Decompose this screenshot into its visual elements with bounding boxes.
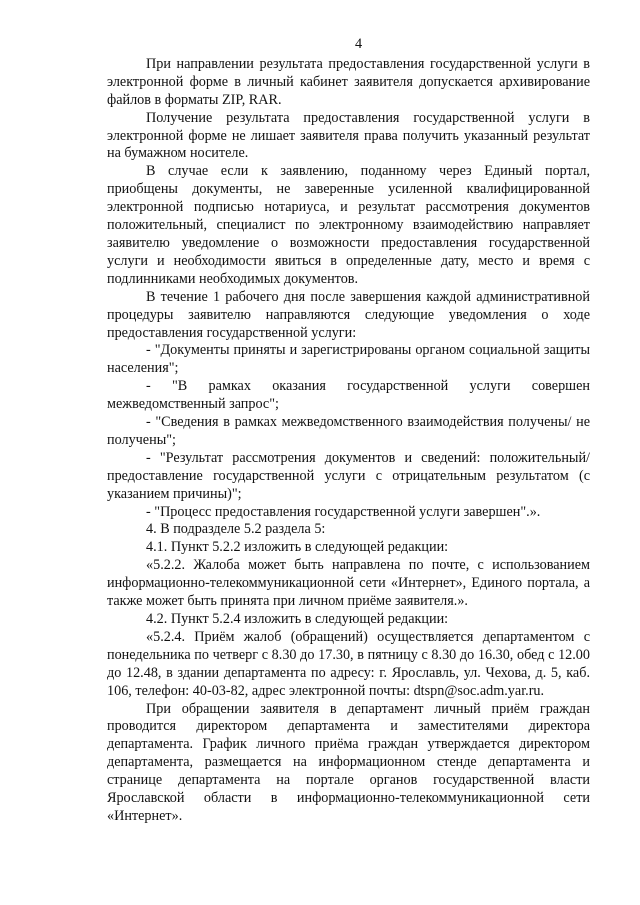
paragraph-unsigned-documents: В случае если к заявлению, поданному через Единый портал, приобщены документы, не заверенные усиленной квалифицированной электронной подписью нотариуса, и результат рассмотрения документов положительный, специалист по электронному взаимодействию направляет заявителю уведомление о возможности предоставления государственной услуги и необходимости явиться в определенные дату, место и время с подлинниками необходимых документов. [107,163,590,287]
list-item-review-result: - "Результат рассмотрения документов и сведений: положительный/ предоставление государственной услуги с отрицательным результатом (с указанием причины)"; [107,449,590,502]
page-number: 4 [354,36,363,52]
paragraph-personal-reception: При обращении заявителя в департамент личный приём граждан проводится директором департамента и заместителями директора департамента. График личного приёма граждан утверждается директором департамента, размещается на информационном стенде департамента и странице департамента на портале органов государственной власти Ярославской области в информационно-телекоммуникационной сети «Интернет». [107,700,590,824]
paragraph-item-4-2: 4.2. Пункт 5.2.4 изложить в следующей редакции: [146,611,449,627]
list-item-documents-accepted: - "Документы приняты и зарегистрированы органом социальной защиты населения"; [107,342,590,377]
paragraph-item-4-1: 4.1. Пункт 5.2.2 изложить в следующей редакции: [146,539,449,556]
paragraph-clause-5-2-2: «5.2.2. Жалоба может быть направлена по почте, с использованием информационно-телекоммуникационной сети «Интернет», Единого портала, а также может быть принята при личном приёме заявителя.». [107,557,590,610]
paragraph-paper-result: Получение результата предоставления государственной услуги в электронной форме не лишает заявителя права получить указанный результат на бумажном носителе. [107,109,590,162]
list-item-process-complete: - "Процесс предоставления государственной услуги завершен".». [146,503,541,520]
paragraph-notifications-intro: В течение 1 рабочего дня после завершения каждой административной процедуры заявителю направляются следующие уведомления о ходе предоставления государственной услуги: [107,288,590,341]
list-item-interagency-request: - "В рамках оказания государственной услуги совершен межведомственный запрос"; [107,378,590,413]
paragraph-archive-formats: При направлении результата предоставления государственной услуги в электронной форме в личный кабинет заявителя допускается архивирование файлов в форматы ZIP, RAR. [107,55,590,108]
paragraph-subsection-5-2: 4. В подразделе 5.2 раздела 5: [146,521,326,538]
list-item-interagency-data: - "Сведения в рамках межведомственного взаимодействия получены/ не получены"; [107,414,590,448]
paragraph-clause-5-2-4: «5.2.4. Приём жалоб (обращений) осуществляется департаментом с понедельника по четверг с 8.30 до 17.30, в пятницу с 8.30 до 16.30, обед с 12.00 до 12.48, в здании департамента по адресу: г. Ярославль, ул. Чехова, д. 5, каб. 106, телефон: 40-03-82, адрес электронной почты: dtspn@soc.adm.yar.ru. [107,628,590,699]
